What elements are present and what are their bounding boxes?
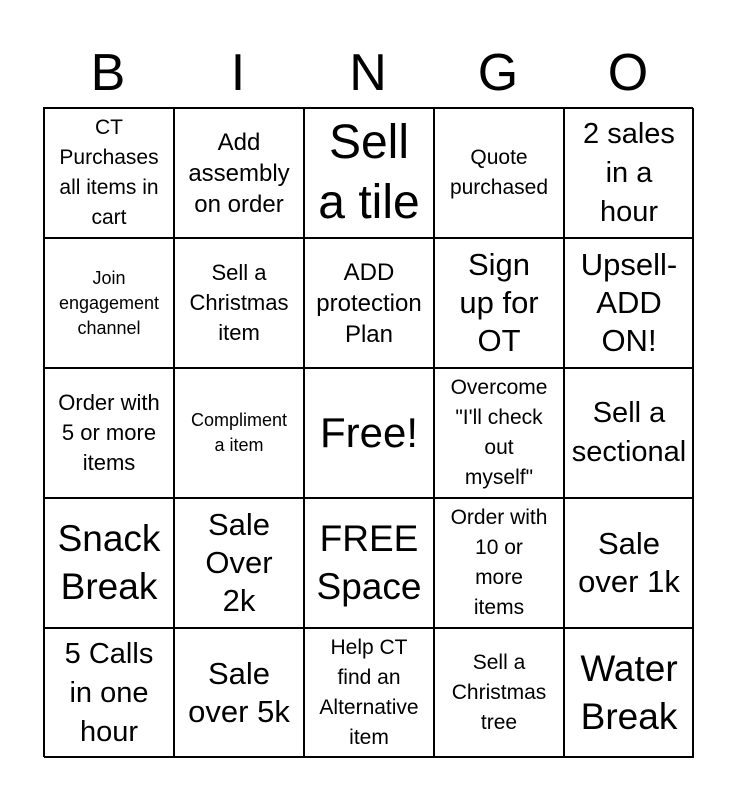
cell-text: Sell a Christmas tree (451, 651, 547, 734)
cell-text: Help CT find an Alternative item (319, 636, 419, 749)
bingo-cell-b1[interactable] (44, 108, 174, 238)
bingo-cell-g4[interactable] (434, 498, 564, 628)
cell-text: Sale over 1k (578, 526, 680, 599)
header-letter-g: G (477, 44, 519, 102)
bingo-cell-b3[interactable] (44, 368, 174, 498)
cell-text: Sell a tile (318, 116, 420, 229)
cell-text: Water Break (580, 648, 678, 737)
bingo-cell-i3[interactable] (174, 368, 304, 498)
bingo-cell-g5[interactable] (434, 628, 564, 758)
cell-text: FREE Space (316, 518, 422, 607)
header-letter-o: O (607, 44, 649, 102)
cell-text: Upsell- ADD ON! (580, 247, 678, 358)
cell-text: Join engagement channel (58, 267, 160, 338)
header-letter-i: I (230, 44, 246, 102)
header-letter-n: N (349, 44, 387, 102)
bingo-cell-o3[interactable] (564, 368, 694, 498)
bingo-cell-o4[interactable] (564, 498, 694, 628)
bingo-cell-n2[interactable] (304, 238, 434, 368)
bingo-cell-o1[interactable] (564, 108, 694, 238)
cell-text: Overcome "I'll check out myself" (450, 376, 548, 489)
cell-text: Sale over 5k (188, 656, 290, 729)
cell-text: Add assembly on order (188, 128, 290, 218)
cell-text: Compliment a item (190, 410, 288, 455)
cell-text: 5 Calls in one hour (64, 637, 154, 748)
bingo-cell-o2[interactable] (564, 238, 694, 368)
bingo-cell-n1[interactable] (304, 108, 434, 238)
bingo-cell-i4[interactable] (174, 498, 304, 628)
bingo-board (43, 107, 693, 757)
bingo-cell-i2[interactable] (174, 238, 304, 368)
bingo-cell-i5[interactable] (174, 628, 304, 758)
bingo-cell-n5[interactable] (304, 628, 434, 758)
cell-text: Snack Break (57, 518, 161, 607)
bingo-cell-b5[interactable] (44, 628, 174, 758)
cell-text: Sell a sectional (571, 397, 687, 468)
header-letter-b: B (90, 44, 126, 102)
cell-text: Order with 5 or more items (58, 390, 160, 475)
bingo-cell-o5[interactable] (564, 628, 694, 758)
bingo-cell-g1[interactable] (434, 108, 564, 238)
bingo-cell-n4[interactable] (304, 498, 434, 628)
bingo-cell-b2[interactable] (44, 238, 174, 368)
cell-text: ADD protection Plan (316, 258, 422, 348)
bingo-cell-g3[interactable] (434, 368, 564, 498)
bingo-cell-free[interactable] (304, 368, 434, 498)
cell-text: Sign up for OT (459, 247, 539, 358)
cell-text: CT Purchases all items in cart (59, 116, 159, 229)
cell-text: Quote purchased (449, 146, 549, 199)
cell-text: 2 sales in a hour (583, 117, 675, 228)
bingo-cell-b4[interactable] (44, 498, 174, 628)
cell-text: Free! (319, 409, 419, 456)
cell-text: Order with 10 or more items (450, 506, 548, 619)
bingo-header (43, 38, 693, 108)
cell-text: Sell a Christmas item (189, 260, 289, 345)
cell-text: Sale Over 2k (205, 507, 273, 618)
bingo-cell-g2[interactable] (434, 238, 564, 368)
bingo-cell-i1[interactable] (174, 108, 304, 238)
